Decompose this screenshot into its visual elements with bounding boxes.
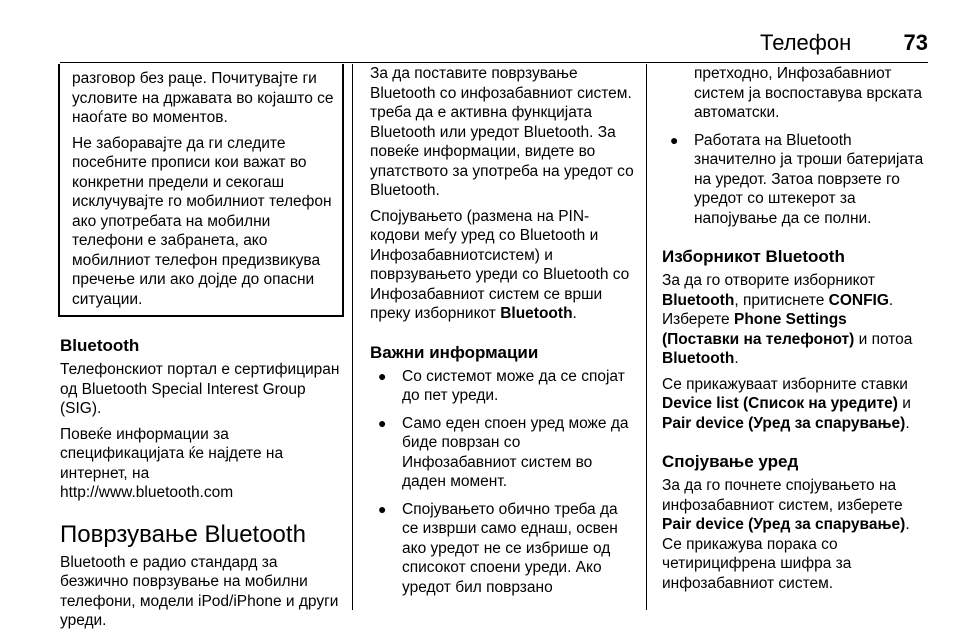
continued-list [662, 64, 928, 228]
paragraph-certification: Телефонскиот портал е сертифициран од Bluetooth Special Interest Group (SIG). [60, 361, 340, 417]
bluetooth-menu-ref: Bluetooth [662, 291, 735, 309]
text: . [905, 414, 910, 432]
pairing-text-end: . [572, 305, 577, 322]
bullet-icon: ● [378, 500, 387, 517]
config-button-ref: CONFIG [828, 291, 889, 309]
list-item-text: Само еден споен уред може да биде поврзан со Инфозабавниот систем во даден момент. [402, 414, 629, 490]
bullet-icon: ● [378, 414, 387, 431]
paragraph-open-menu [662, 271, 928, 369]
heading-bluetooth-menu: Изборникот Bluetooth [662, 247, 845, 266]
chapter-title: Телефон [760, 30, 852, 55]
page-number: 73 [903, 30, 928, 55]
page-header [60, 30, 928, 62]
list-item-text: Работата на Bluetooth значително ја троши батеријата на уредот. Затоа поврзете го уредот со штекерот за напојување да се полни. [694, 131, 924, 227]
warning-box [58, 64, 344, 317]
header-divider [60, 62, 928, 63]
list-item [370, 367, 636, 406]
warning-paragraph-2: Не заборавајте да ги следите посебните прописи кои важат во конкретни предели и секогаш исклучувајте го мобилниот телефон ако употребата на мобилни телефони е забранета, ако мобилниот телефон предизвикува пречење или ако дојде до опасни ситуации. [72, 134, 332, 308]
paragraph-more-info [60, 425, 342, 503]
heading-important-info: Важни информации [370, 342, 539, 362]
heading-pair-device: Спојување уред [662, 452, 799, 471]
text: Се прикажуваат изборните ставки [662, 375, 908, 393]
bluetooth-menu-ref: Bluetooth [500, 305, 573, 322]
list-item-text: Со системот може да се спојат до пет уреди. [402, 367, 625, 404]
list-item-text: Спојувањето обично треба да се изврши само еднаш, освен ако уредот не се избрише од списокот споени уреди. Ако уредот бил поврзано [402, 500, 618, 596]
bluetooth-menu-ref: Bluetooth [662, 350, 735, 367]
bullet-icon: ● [670, 131, 679, 148]
list-item [662, 131, 928, 229]
more-info-text: Повеќе информации за спецификацијата ќе најдете на интернет, на [60, 425, 284, 482]
bullet-icon: ● [378, 367, 387, 384]
paragraph-setup: За да поставите поврзување Bluetooth со инфозабавниот систем. треба да е активна функцијата Bluetooth или уредот Bluetooth. За повеќе информации, видете во упатството за употреба на уредот со Bluetooth. [370, 65, 634, 199]
column-divider-2 [646, 64, 647, 610]
list-item-continued [662, 64, 928, 123]
bluetooth-url: http://www.bluetooth.com [60, 484, 234, 501]
pairing-text: Спојувањето (размена на PIN-кодови меѓу уред со Bluetooth и Инфозабавниотсистем) и поврзувањето уреди со Bluetooth со Инфозабавниот систем се врши преку изборникот [370, 207, 630, 322]
paragraph-pair-device [662, 476, 928, 593]
list-item [370, 500, 636, 598]
pair-device-ref: Pair device (Уред за спарување) [662, 516, 906, 533]
column-divider-1 [352, 64, 353, 610]
paragraph-bluetooth-standard: Bluetooth е радио стандард за безжично поврзување на мобилни телефони, модели iPod/iPhone и други уреди. [60, 553, 339, 629]
column-1 [60, 64, 342, 637]
pair-device-ref: Pair device (Уред за спарување) [662, 414, 906, 432]
warning-paragraph-1: разговор без раце. Почитувајте ги условите на државата во којашто се наоѓате во моментов. [72, 70, 334, 126]
text: . Се прикажува порака со четирицифрена шифра за инфозабавниот систем. [662, 516, 910, 592]
text: За да го отворите изборникот [662, 272, 875, 289]
text: , притиснете [734, 291, 829, 309]
text: и потоа [854, 330, 913, 348]
phone-settings-ref: Phone Settings (Поставки на телефонот) [662, 311, 855, 348]
list-item-text: претходно, Инфозабавниот систем ја воспоставува врската автоматски. [694, 65, 922, 121]
important-info-list [370, 367, 636, 598]
text: . [734, 350, 739, 367]
column-2 [370, 64, 636, 605]
text: . Изберете [662, 291, 894, 328]
text: и [897, 395, 911, 412]
device-list-ref: Device list (Список на уредите) [662, 395, 898, 412]
column-3 [662, 64, 928, 599]
list-item [370, 414, 636, 492]
paragraph-pairing [370, 207, 636, 324]
heading-bluetooth: Bluetooth [60, 336, 140, 355]
text: За да го почнете спојувањето на инфозабавниот систем, изберете [662, 477, 903, 514]
paragraph-menu-items [662, 375, 928, 434]
heading-connect-bluetooth: Поврзување Bluetooth [60, 520, 306, 548]
